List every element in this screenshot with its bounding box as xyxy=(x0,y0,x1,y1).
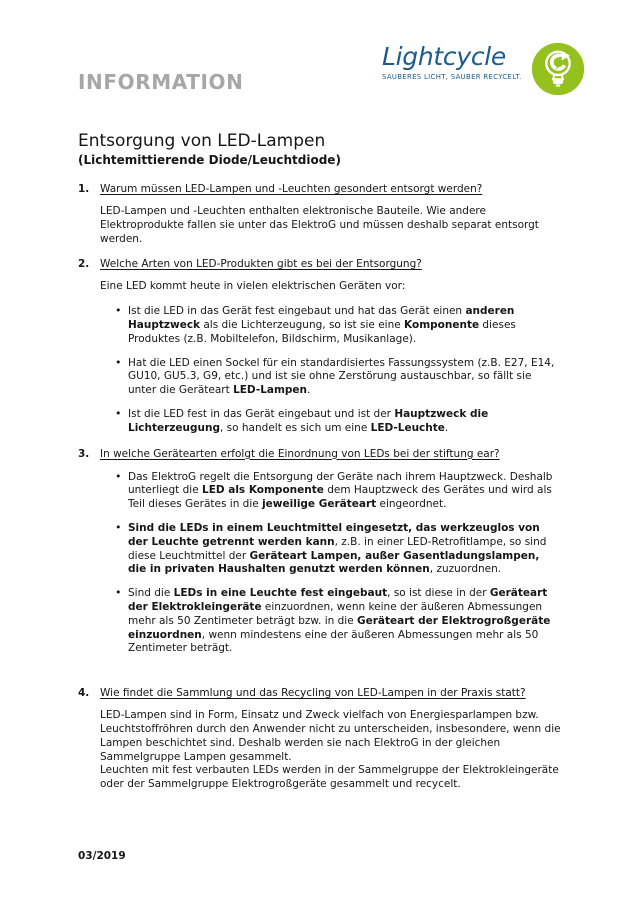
section-heading: Welche Arten von LED-Produkten gibt es bei der Entsorgung? xyxy=(100,258,422,271)
bullet-list xyxy=(100,305,561,435)
section-heading: Warum müssen LED-Lampen und -Leuchten gesondert entsorgt werden? xyxy=(100,183,483,195)
document-kicker: INFORMATION xyxy=(78,70,244,94)
logo-tagline: SAUBERES LICHT, SAUBER RECYCELT. xyxy=(382,73,522,82)
page-title: Entsorgung von LED-Lampen xyxy=(78,131,326,151)
section-body xyxy=(100,471,561,657)
footer-date: 03/2019 xyxy=(78,850,126,862)
bullet-item: • Sind die LEDs in einem Leuchtmittel eingesetzt, das werkzeuglos von der Leuchte getrennt werden kann, z.B. in einer LED-Retrofitlampe, so sind diese Leuchtmittel der Geräteart Lampen, außer Gasentladungslampen, die in privaten Haushalten genutzt werden können, zuzuordnen. xyxy=(115,522,561,577)
section-number: 2. xyxy=(78,258,90,271)
bullet-list xyxy=(100,471,561,657)
lightcycle-logo xyxy=(382,44,586,97)
paragraph: Eine LED kommt heute in vielen elektrischen Geräten vor: xyxy=(100,280,406,293)
logo-text xyxy=(382,44,522,81)
section-body xyxy=(100,709,561,792)
paragraph: LED-Lampen und -Leuchten enthalten elektronische Bauteile. Wie andere Elektroprodukte fallen sie unter das ElektroG und müssen deshalb separat entsorgt werden. xyxy=(100,205,539,245)
sections xyxy=(78,183,561,804)
section-head xyxy=(78,687,561,699)
bullet-item: • Hat die LED einen Sockel für ein standardisiertes Fassungssystem (z.B. E27, E14, GU10, GU5.3, G9, etc.) und ist sie ohne Zerstörung austauschbar, so fällt sie unter die Geräteart LED-Lampen. xyxy=(115,357,561,398)
section xyxy=(78,687,561,792)
section xyxy=(78,183,561,246)
section-heading: Wie findet die Sammlung und das Recycling von LED-Lampen in der Praxis statt? xyxy=(100,687,526,700)
section-head xyxy=(78,258,561,270)
section-head xyxy=(78,448,561,460)
paragraph: Leuchten mit fest verbauten LEDs werden in der Sammelgruppe der Elektrokleingeräte oder der Sammelgruppe Elektrogroßgeräte gesammelt und recycelt. xyxy=(100,764,559,791)
bullet-item: • Das ElektroG regelt die Entsorgung der Geräte nach ihrem Hauptzweck. Deshalb unterliegt die LED als Komponente dem Hauptzweck des Gerätes und wird als Teil dieses Gerätes in die jeweilige Geräteart eingeordnet. xyxy=(115,471,561,512)
bullet-item: • Sind die LEDs in eine Leuchte fest eingebaut, so ist diese in der Geräteart der Elektrokleingeräte einzuordnen, wenn keine der äußeren Abmessungen mehr als 50 Zentimeter beträgt bzw. in die Geräteart der Elektrogroßgeräte einzuordnen, wenn mindestens eine der äußeren Abmessungen mehr als 50 Zentimeter beträgt. xyxy=(115,587,561,656)
section xyxy=(78,448,561,657)
bullet-item: • Ist die LED in das Gerät fest eingebaut und hat das Gerät einen anderen Hauptzweck als die Lichterzeugung, so ist sie eine Komponente dieses Produktes (z.B. Mobiltelefon, Bildschirm, Musikanlage). xyxy=(115,305,561,346)
section-number: 3. xyxy=(78,447,90,460)
section-number: 1. xyxy=(78,183,90,195)
section xyxy=(78,258,561,435)
section-heading: In welche Gerätearten erfolgt die Einordnung von LEDs bei der stiftung ear? xyxy=(100,447,500,460)
bullet-item: • Ist die LED fest in das Gerät eingebaut und ist der Hauptzweck die Lichterzeugung, so handelt es sich um eine LED-Leuchte. xyxy=(115,408,561,436)
title-block xyxy=(78,131,341,167)
page-subtitle: (Lichtemittierende Diode/Leuchtdiode) xyxy=(78,153,341,168)
paragraph: LED-Lampen sind in Form, Einsatz und Zweck vielfach von Energiesparlampen bzw. Leuchtstoffröhren durch den Anwender nicht zu unterscheiden, insbesondere, wenn die Lampen beschichtet sind. Deshalb werden sie nach ElektroG in der gleichen Sammelgruppe Lampen gesammelt. xyxy=(100,709,561,763)
section-body xyxy=(100,205,561,246)
section-body xyxy=(100,280,561,435)
section-head xyxy=(78,183,561,195)
logo-wordmark: Lightcycle xyxy=(382,42,507,71)
section-number: 4. xyxy=(78,687,90,700)
bulb-recycle-icon xyxy=(530,41,586,97)
